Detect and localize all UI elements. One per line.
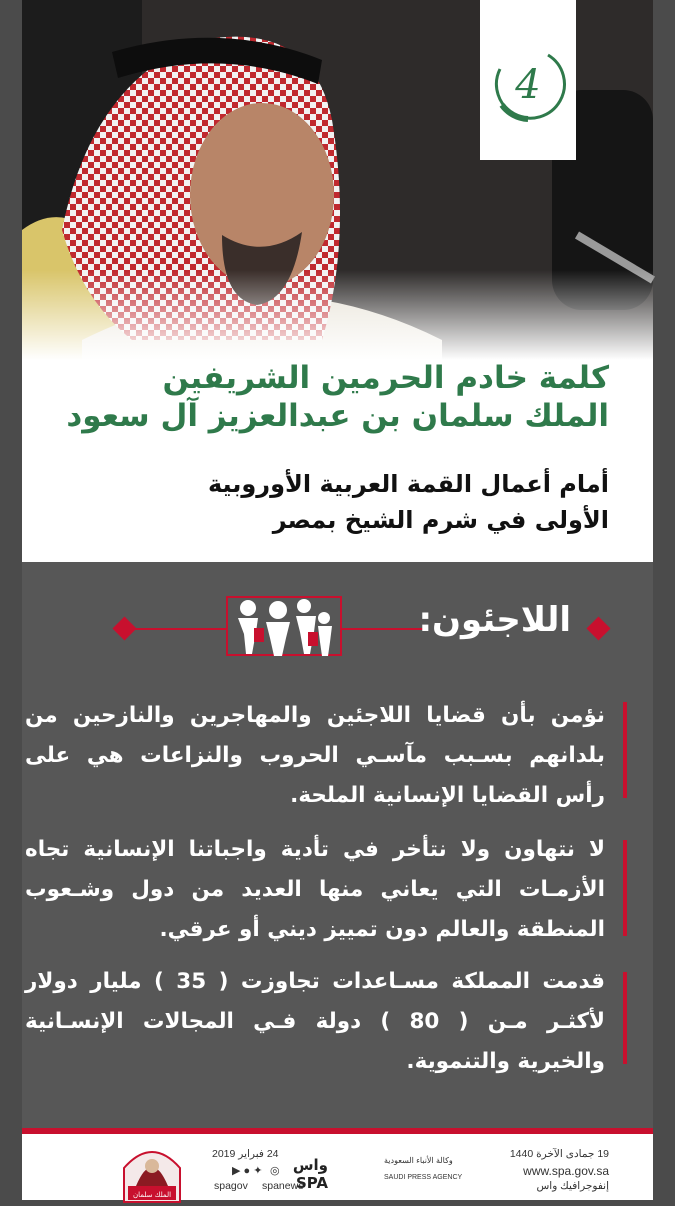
agency-name-en: SAUDI PRESS AGENCY [384,1174,463,1181]
spa-mark-icon [292,1152,380,1192]
svg-text:SPA: SPA [295,1174,328,1192]
badge-number: 4 [515,62,541,108]
diamond-left-icon [112,616,136,640]
footer [22,1128,653,1200]
refugees-icon [228,598,344,658]
subtitle-line1: أمام أعمال القمة العربية الأوروبية [207,470,609,498]
diamond-right-icon [586,616,610,640]
svg-text:واس: واس [292,1156,328,1174]
page-title-line2: الملك سلمان بن عبدالعزيز آل سعود [66,398,609,434]
paragraph-bar-1 [623,702,627,798]
divider-right [342,628,428,630]
paragraph-bar-3 [623,972,627,1064]
paragraph-1: نؤمن بأن قضايا اللاجئين والمهاجرين والنازحين من بلدانهم بسـبب مآسـي الحروب والنزاعات هي على رأس القضايا الإنسانية الملحة. [25,703,605,808]
spa-logo [292,1150,463,1194]
hijri-date: 19 جمادى الآخرة 1440 [509,1148,609,1160]
infographic-label: إنفوجرافيك واس [536,1180,609,1192]
infographic-frame [22,0,653,1200]
agency-name-ar: وكالة الأنباء السعودية [384,1156,453,1165]
refugees-icon-box [226,596,342,656]
svg-text:الملك سلمان: الملك سلمان [132,1191,172,1199]
handle-spagov[interactable]: spagov [214,1180,248,1192]
gregorian-date: 24 فبراير 2019 [212,1148,279,1160]
event-logo [118,1142,186,1202]
handle-spanews[interactable]: spanews [262,1180,304,1192]
event-logo-icon [118,1142,186,1202]
paragraph-3: قدمت المملكة مسـاعدات تجاوزت ( 35 ) مليار دولار لأكثـر مـن ( 80 ) دولة فـي المجالات الإنسـانية والخيرية والتنموية. [25,969,605,1074]
social-icons: ✦ ● ▶ [232,1165,263,1177]
page-title-line1: كلمة خادم الحرمين الشريفين [162,360,609,396]
paragraph-2: لا نتهاون ولا نتأخر في تأدية واجباتنا الإنسانية تجاه الأزمـات التي يعاني منها العديد من دول وشـعوب المنطقة والعالم دون تمييز ديني أو عرقي. [25,837,605,942]
paragraph-bar-2 [623,840,627,936]
section-title: اللاجئون: [418,600,571,640]
divider-left [128,628,226,630]
website-link[interactable]: www.spa.gov.sa [523,1164,609,1178]
camera-icon: ◎ [270,1165,280,1177]
header-card [22,0,653,562]
subtitle-line2: الأولى في شرم الشيخ بمصر [272,506,609,534]
